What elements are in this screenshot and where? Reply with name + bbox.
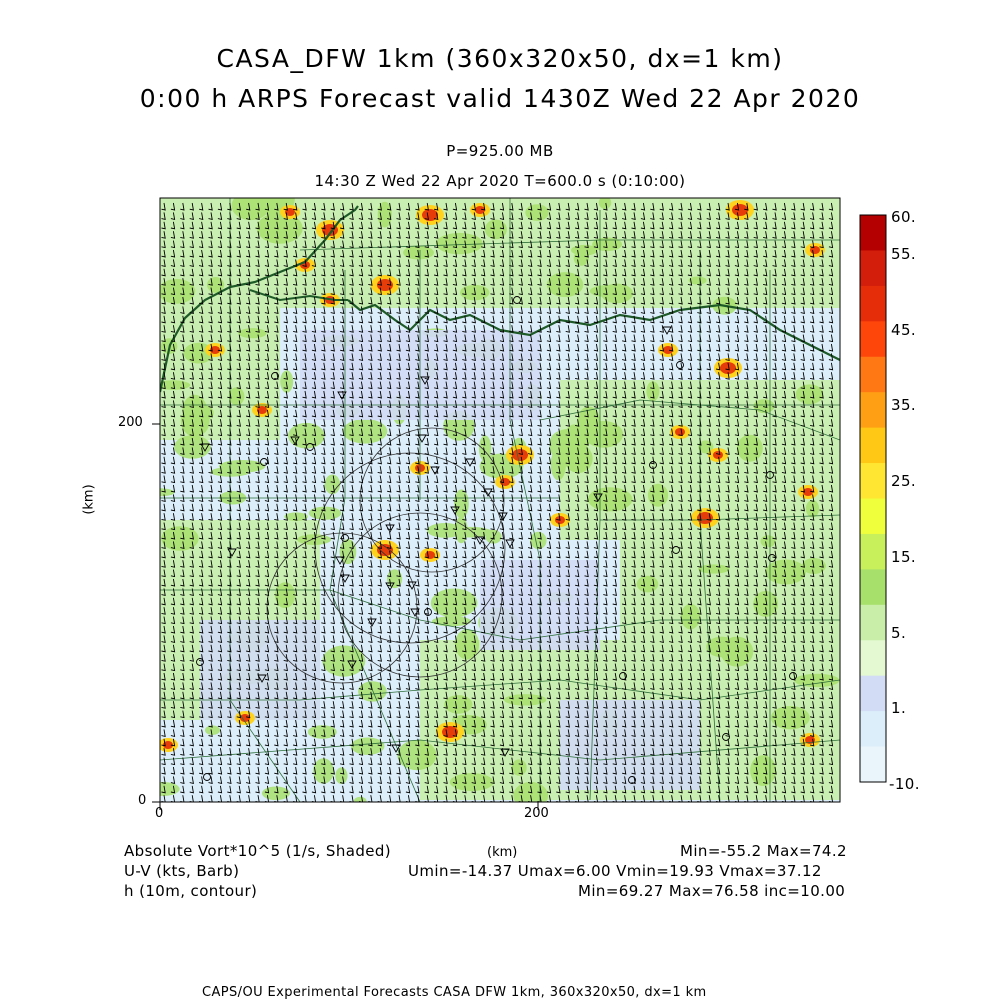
colorbar-label: -10. xyxy=(889,775,920,793)
colorbar-swatch xyxy=(860,711,886,747)
vorticity-max-core xyxy=(663,346,673,354)
vorticity-blob xyxy=(796,384,824,404)
colorbar-label: 5. xyxy=(891,624,907,642)
y-axis-unit: (km) xyxy=(81,484,97,515)
vorticity-blob xyxy=(737,435,763,462)
footer-credit: CAPS/OU Experimental Forecasts CASA DFW 1km, 360x320x50, dx=1 km xyxy=(202,985,707,1000)
colorbar-label: 15. xyxy=(891,548,917,566)
vorticity-blob xyxy=(570,432,612,442)
colorbar-label: 55. xyxy=(891,245,917,263)
colorbar-swatch xyxy=(860,250,886,286)
title-line-2: 0:00 h ARPS Forecast valid 1430Z Wed 22 Apr 2020 xyxy=(139,84,861,113)
legend-field-wind: U-V (kts, Barb) xyxy=(124,862,240,880)
vorticity-blob xyxy=(530,532,546,549)
colorbar-label: 35. xyxy=(891,396,917,414)
legend-vorticity-stats: Min=-55.2 Max=74.2 xyxy=(680,842,847,860)
y-tick-0: 0 xyxy=(138,793,147,808)
vorticity-blob xyxy=(698,564,729,573)
colorbar-swatch xyxy=(860,392,886,428)
colorbar-swatch xyxy=(860,569,886,605)
colorbar-label: 60. xyxy=(891,208,917,226)
vorticity-blob xyxy=(308,725,337,739)
vorticity-blob xyxy=(351,738,385,755)
legend-field-vorticity: Absolute Vort*10^5 (1/s, Shaded) xyxy=(124,842,392,860)
colorbar-swatch xyxy=(860,534,886,570)
vorticity-blob xyxy=(551,449,566,481)
vorticity-max-core xyxy=(713,451,723,459)
colorbar-swatch xyxy=(860,499,886,535)
colorbar-swatch xyxy=(860,605,886,641)
vorticity-blob xyxy=(648,484,668,507)
pressure-level: P=925.00 MB xyxy=(446,142,554,160)
vorticity-blob xyxy=(444,695,472,714)
vorticity-blob xyxy=(574,250,589,265)
vorticity-max-core xyxy=(732,204,748,216)
colorbar-swatch xyxy=(860,463,886,499)
vorticity-blob xyxy=(750,755,776,786)
colorbar-swatch xyxy=(860,747,886,783)
vorticity-blob xyxy=(313,758,334,783)
vorticity-blob xyxy=(454,489,469,518)
x-tick-0: 0 xyxy=(155,806,164,821)
vorticity-blob xyxy=(232,191,271,220)
colorbar-swatch xyxy=(860,357,886,393)
colorbar-swatch xyxy=(860,321,886,357)
legend-height-stats: Min=69.27 Max=76.58 inc=10.00 xyxy=(578,882,846,900)
vorticity-blob xyxy=(158,279,195,304)
vorticity-blob xyxy=(297,534,331,545)
vorticity-max-core xyxy=(512,449,528,461)
vorticity-blob xyxy=(436,233,483,254)
colorbar-label: 45. xyxy=(891,321,917,339)
vorticity-blob xyxy=(183,395,207,426)
valid-time: 14:30 Z Wed 22 Apr 2020 T=600.0 s (0:10:00) xyxy=(314,172,686,190)
vorticity-blob xyxy=(238,328,266,338)
title-line-1: CASA_DFW 1km (360x320x50, dx=1 km) xyxy=(216,44,784,73)
vorticity-max-core xyxy=(697,512,713,524)
colorbar-swatch xyxy=(860,428,886,464)
vorticity-blob xyxy=(448,527,492,538)
vorticity-blob xyxy=(761,535,776,547)
colorbar-label: 1. xyxy=(891,699,907,717)
legend-field-height: h (10m, contour) xyxy=(124,882,258,900)
vorticity-blob xyxy=(766,560,806,585)
vorticity-blob xyxy=(590,285,626,297)
vorticity-blob xyxy=(637,576,659,593)
x-axis-unit: (km) xyxy=(487,845,518,860)
vorticity-blob xyxy=(262,787,290,801)
colorbar-swatch xyxy=(860,215,886,251)
vorticity-blob xyxy=(354,797,367,806)
colorbar-swatch xyxy=(860,676,886,712)
vorticity-blob xyxy=(145,782,179,796)
colorbar xyxy=(860,215,886,783)
vorticity-blob xyxy=(335,767,347,784)
colorbar-swatch xyxy=(860,286,886,322)
y-tick-200: 200 xyxy=(118,415,143,430)
legend-wind-stats: Umin=-14.37 Umax=6.00 Vmin=19.93 Vmax=37.12 xyxy=(408,862,822,880)
vorticity-blob xyxy=(267,216,282,225)
x-tick-200: 200 xyxy=(524,806,549,821)
colorbar-label: 25. xyxy=(891,472,917,490)
colorbar-swatch xyxy=(860,640,886,676)
